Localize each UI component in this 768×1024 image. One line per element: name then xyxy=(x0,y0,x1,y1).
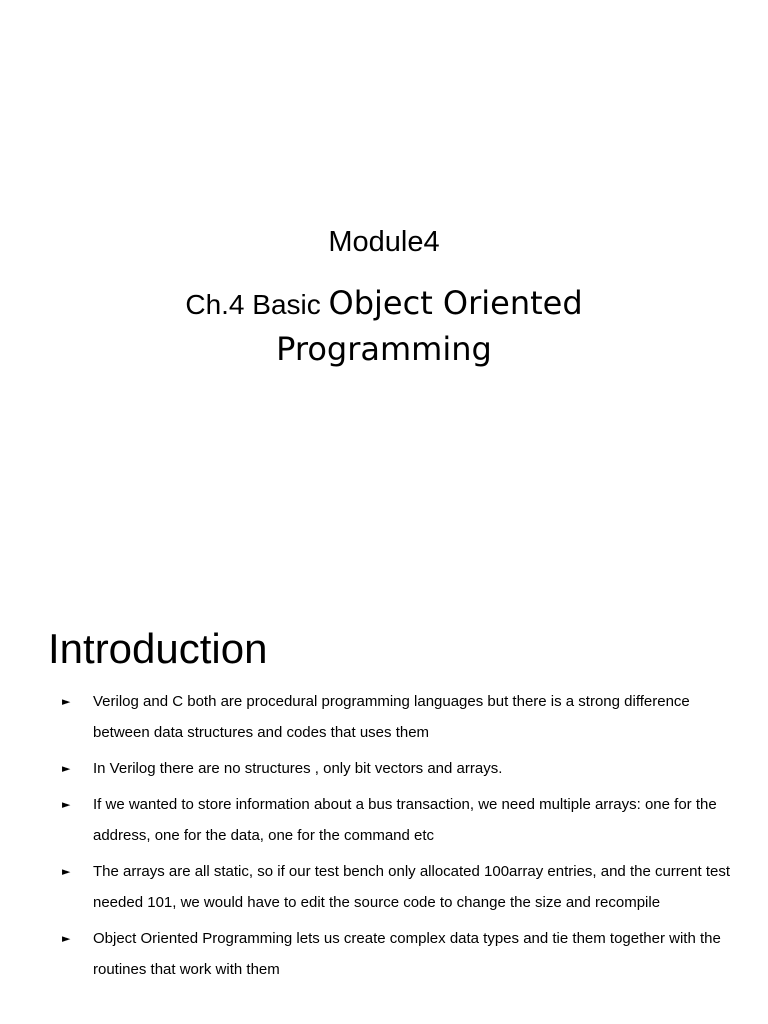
intro-heading: Introduction xyxy=(48,625,268,672)
list-item xyxy=(62,686,732,748)
bullet-text: If we wanted to store information about a bus transaction, we need multiple arrays: one for the address, one for the data, one for the command etc xyxy=(93,796,717,844)
list-item xyxy=(62,753,732,784)
module-title: Module4 xyxy=(328,226,440,258)
chapter-title xyxy=(0,282,768,374)
chapter-main-line2: Programming xyxy=(276,330,492,368)
bullet-text: Object Oriented Programming lets us create complex data types and tie them together with the routines that work with them xyxy=(93,930,721,978)
bullet-arrow-icon: ► xyxy=(62,762,71,775)
bullet-text: The arrays are all static, so if our test bench only allocated 100array entries, and the current test needed 101, we would have to edit the source code to change the size and recompile xyxy=(93,863,730,911)
chapter-prefix: Ch.4 Basic xyxy=(185,289,329,320)
bullet-arrow-icon: ► xyxy=(62,865,71,878)
chapter-main-line1: Object Oriented xyxy=(328,284,583,322)
bullet-arrow-icon: ► xyxy=(62,798,71,811)
bullet-arrow-icon: ► xyxy=(62,932,71,945)
title-slide xyxy=(0,224,768,374)
list-item xyxy=(62,789,732,851)
bullet-text: Verilog and C both are procedural programming languages but there is a strong difference between data structures and codes that uses them xyxy=(93,693,690,741)
list-item xyxy=(62,856,732,918)
list-item xyxy=(62,923,732,985)
bullet-list xyxy=(62,686,732,990)
bullet-text: In Verilog there are no structures , only bit vectors and arrays. xyxy=(93,760,503,777)
bullet-arrow-icon: ► xyxy=(62,695,71,708)
